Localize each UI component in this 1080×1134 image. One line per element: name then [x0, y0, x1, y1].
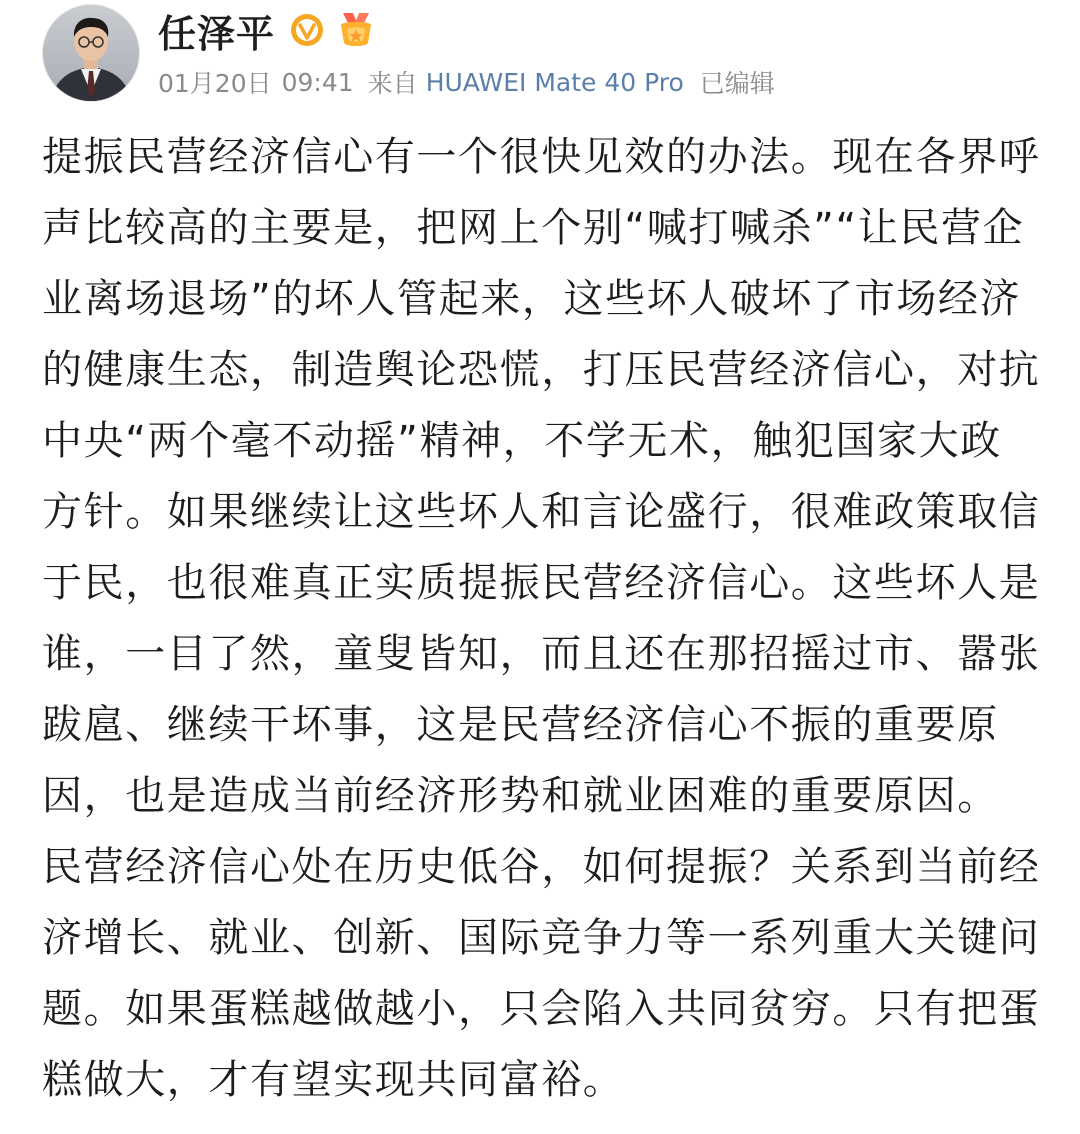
avatar-photo-icon [43, 5, 139, 101]
post-header [40, 0, 1040, 110]
author-name-row [158, 2, 377, 58]
verified-icon [289, 12, 325, 48]
author-avatar[interactable] [42, 4, 140, 102]
post-meta [158, 60, 775, 104]
edited-label[interactable]: 已编辑 [699, 69, 775, 98]
medal-icon[interactable] [335, 9, 377, 51]
source-device[interactable]: HUAWEI Mate 40 Pro [425, 67, 684, 97]
post-date: 01月20日 [158, 69, 272, 98]
author-name[interactable]: 任泽平 [158, 11, 276, 56]
post-content: 提振民营经济信心有一个很快见效的办法。现在各界呼声比较高的主要是，把网上个别“喊打喊杀”“让民营企业离场退场”的坏人管起来，这些坏人破坏了市场经济的健康生态，制造舆论恐慌，打压民营经济信心，对抗中央“两个毫不动摇”精神，不学无术，触犯国家大政方针。如果继续让这些坏人和言论盛行，很难政策取信于民，也很难真正实质提振民营经济信心。这些坏人是谁，一目了然，童叟皆知，而且还在那招摇过市、嚣张跋扈、继续干坏事，这是民营经济信心不振的重要原因，也是造成当前经济形势和就业困难的重要原因。 民营经济信心处在历史低谷，如何提振？关系到当前经济增长、就业、创新、国际竞争力等一系列重大关键问题。如果蛋糕越做越小，只会陷入共同贫穷。只有把蛋糕做大，才有望实现共同富裕。 [42, 134, 1041, 1103]
source-label: 来自 [367, 69, 418, 98]
post-time: 09:41 [281, 67, 354, 97]
